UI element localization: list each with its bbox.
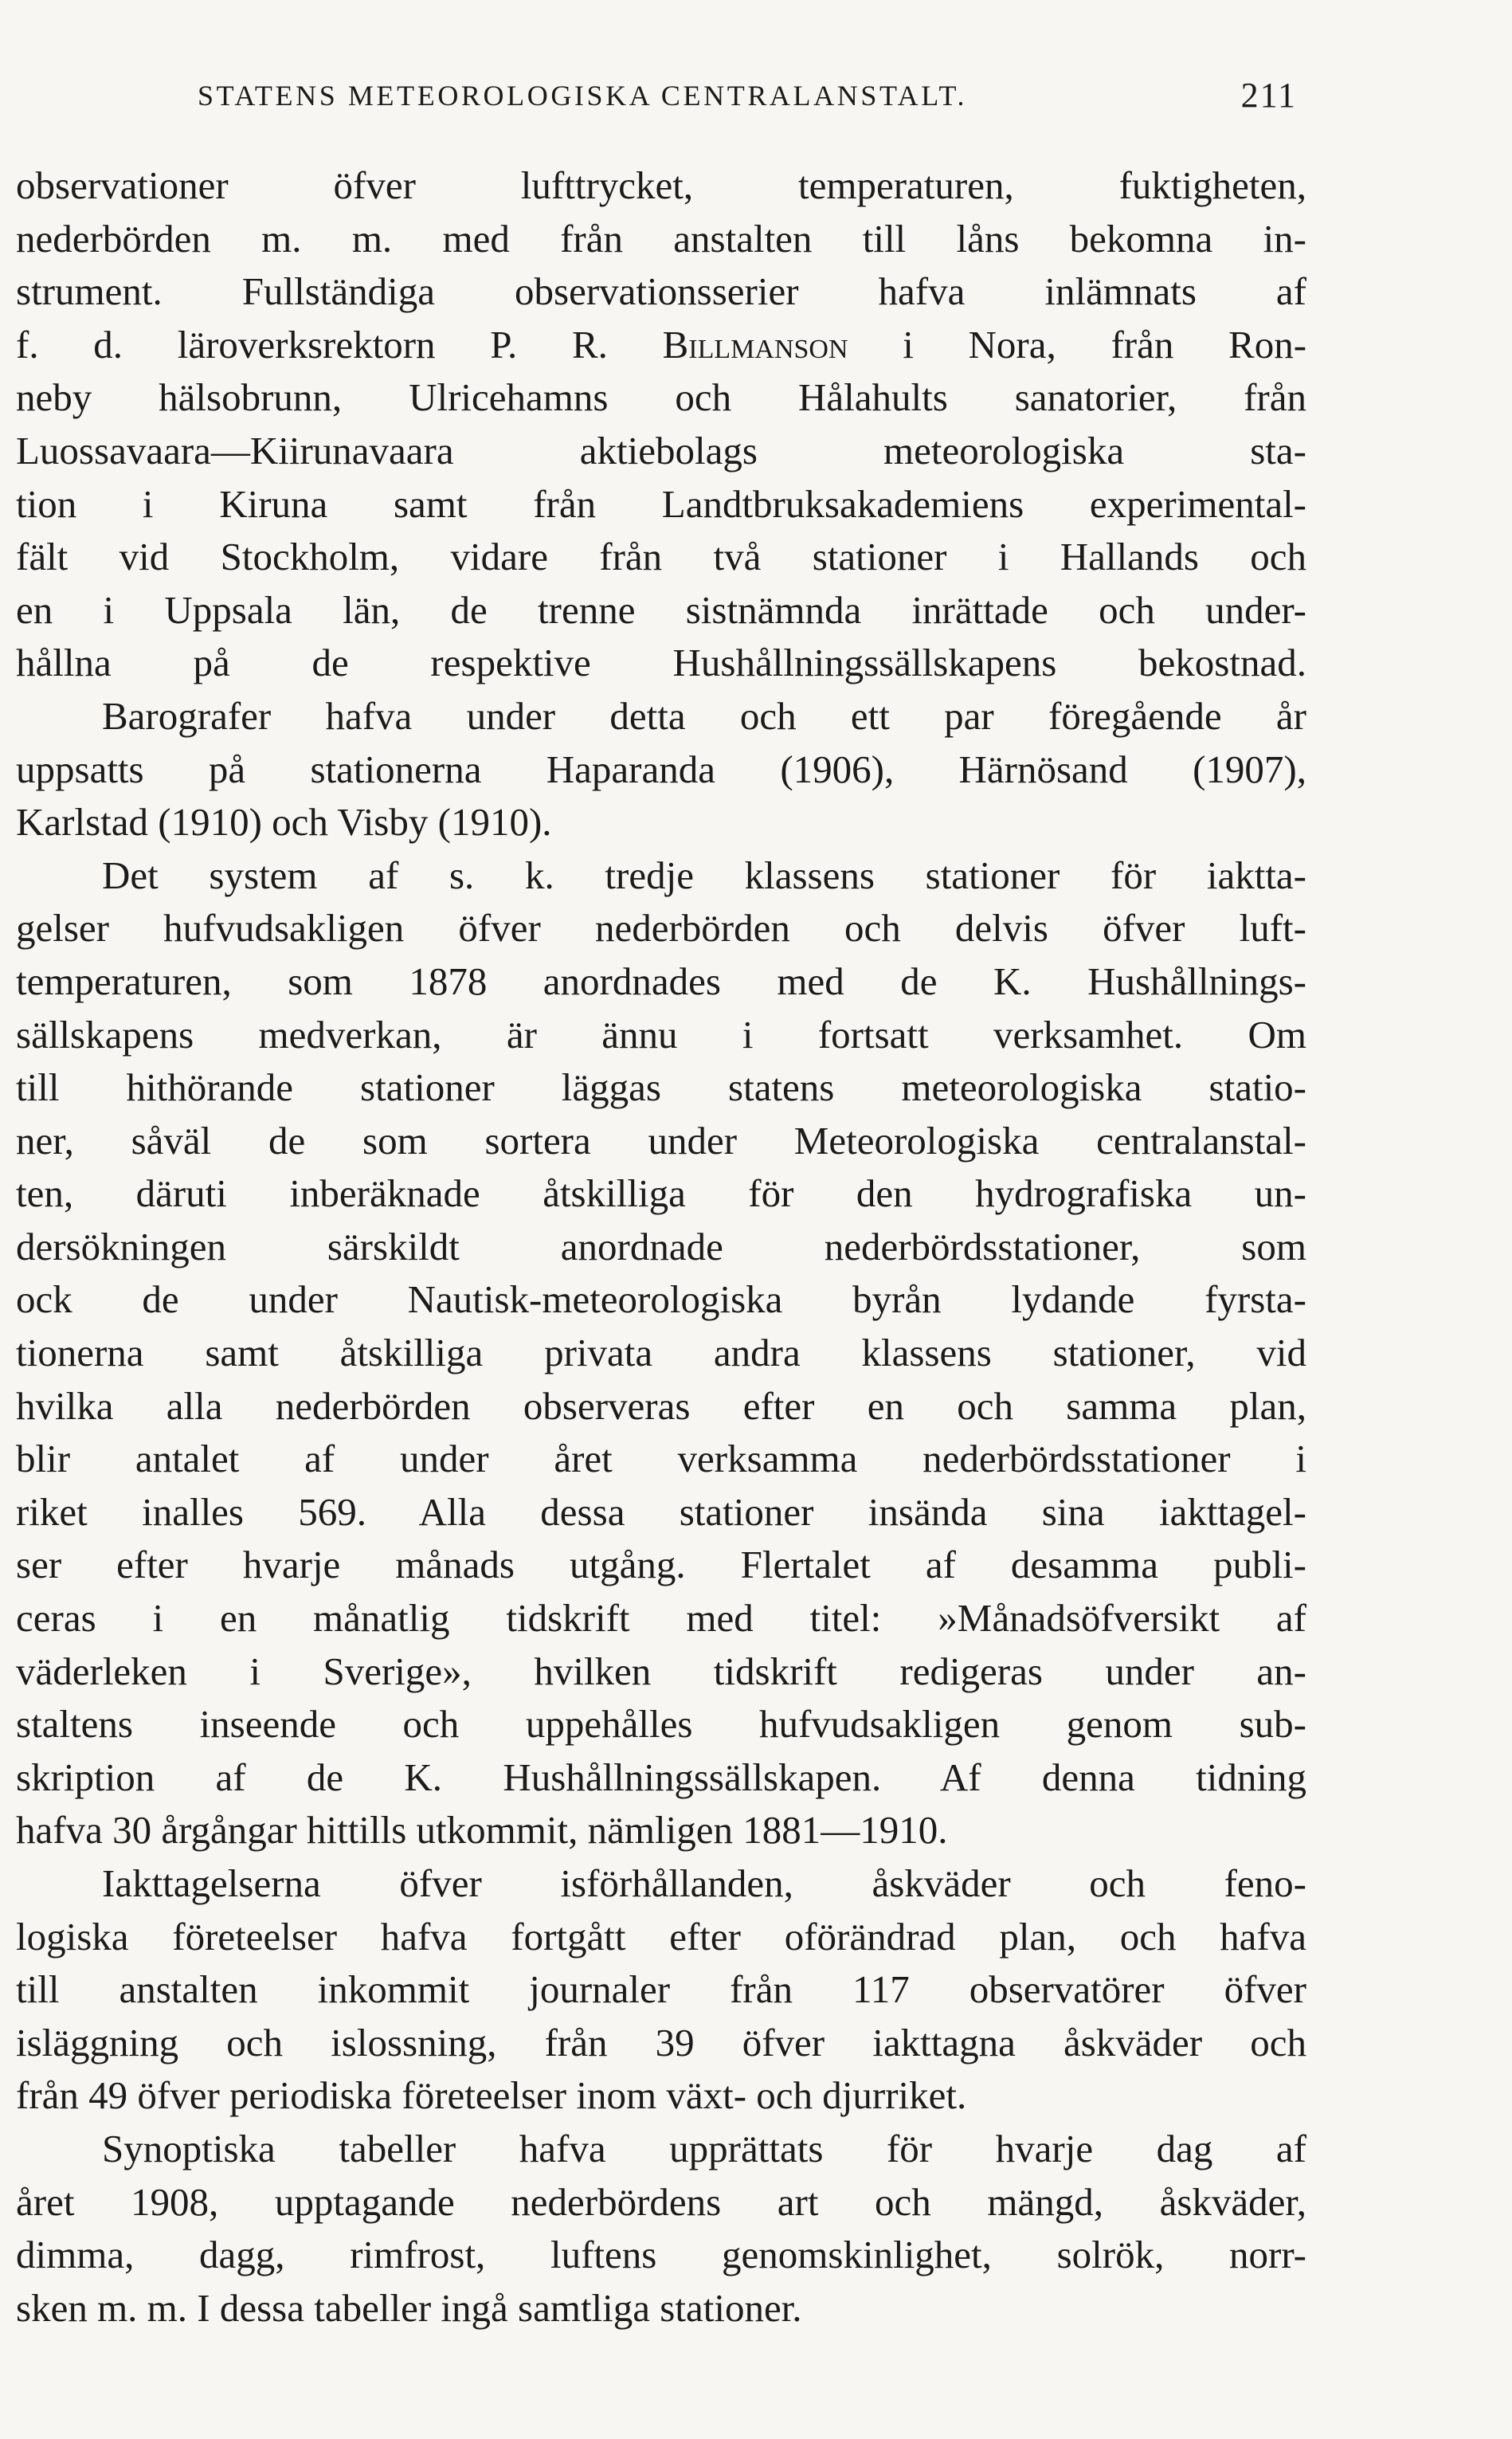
text-line: ner, såväl de som sortera under Meteorologiska centralanstal-	[16, 1118, 1306, 1163]
text-line: ser efter hvarje månads utgång. Flertalet af desamma publi-	[16, 1543, 1306, 1587]
text-line: neby hälsobrunn, Ulricehamns och Hålahults sanatorier, från	[16, 375, 1306, 420]
text-line: uppsatts på stationerna Haparanda (1906), Härnösand (1907),	[16, 747, 1306, 791]
page-header	[198, 70, 1297, 121]
text-line: Luossavaara—Kiirunavaara aktiebolags meteorologiska sta-	[16, 428, 1306, 473]
text-line: sällskapens medverkan, är ännu i fortsatt verksamhet. Om	[16, 1012, 1306, 1057]
text-line: till anstalten inkommit journaler från 117 observatörer öfver	[16, 1967, 1306, 2012]
text-line: dimma, dagg, rimfrost, luftens genomskinlighet, solrök, norr-	[16, 2233, 1306, 2277]
text-line: nederbörden m. m. med från anstalten till låns bekomna in-	[16, 216, 1306, 261]
text-line: hvilka alla nederbörden observeras efter en och samma plan,	[16, 1383, 1306, 1428]
text-line: en i Uppsala län, de trenne sistnämnda inrättade och under-	[16, 587, 1306, 632]
person-name-small-caps: Billmanson	[662, 322, 848, 367]
text-line: riket inalles 569. Alla dessa stationer insända sina iakttagel-	[16, 1489, 1306, 1534]
text-line: strument. Fullständiga observationsserier hafva inlämnats af	[16, 269, 1306, 314]
text-line: skription af de K. Hushållningssällskapen. Af denna tidning	[16, 1755, 1306, 1799]
text-line: tionerna samt åtskilliga privata andra klassens stationer, vid	[16, 1331, 1306, 1375]
text-line: till hithörande stationer läggas statens meteorologiska statio-	[16, 1065, 1306, 1110]
text-line: ceras i en månatlig tidskrift med titel: »Månadsöfversikt af	[16, 1596, 1306, 1641]
body-text	[16, 159, 1306, 2335]
text-line: Karlstad (1910) och Visby (1910).	[16, 800, 552, 845]
text-line: Iakttagelserna öfver isförhållanden, åskväder och feno-	[102, 1861, 1306, 1905]
text-line: från 49 öfver periodiska företeelser inom växt- och djurriket.	[16, 2073, 967, 2118]
text-line: ten, däruti inberäknade åtskilliga för den hydrografiska un-	[16, 1171, 1306, 1216]
text-line: blir antalet af under året verksamma nederbördsstationer i	[16, 1437, 1306, 1481]
text-fragment: i Nora, från Ron-	[903, 322, 1307, 367]
text-line: temperaturen, som 1878 anordnades med de K. Hushållnings-	[16, 959, 1306, 1003]
text-line-with-name	[16, 319, 1306, 372]
text-line: isläggning och islossning, från 39 öfver iakttagna åskväder och	[16, 2020, 1306, 2065]
text-line: dersökningen särskildt anordnade nederbördsstationer, som	[16, 1224, 1306, 1269]
text-line: sken m. m. I dessa tabeller ingå samtliga stationer.	[16, 2285, 802, 2330]
text-line: gelser hufvudsakligen öfver nederbörden och delvis öfver luft-	[16, 906, 1306, 951]
text-line: väderleken i Sverige», hvilken tidskrift redigeras under an-	[16, 1649, 1306, 1693]
text-line: observationer öfver lufttrycket, temperaturen, fuktigheten,	[16, 163, 1306, 207]
text-line: logiska företeelser hafva fortgått efter oförändrad plan, och hafva	[16, 1914, 1306, 1959]
running-head: STATENS METEOROLOGISKA CENTRALANSTALT.	[198, 80, 968, 112]
text-line: hållna på de respektive Hushållningssällskapens bekostnad.	[16, 641, 1306, 685]
text-line: tion i Kiruna samt från Landtbruksakademiens experimental-	[16, 481, 1306, 526]
text-line: ock de under Nautisk-meteorologiska byrån lydande fyrsta-	[16, 1277, 1306, 1322]
text-line: Synoptiska tabeller hafva upprättats för hvarje dag af	[102, 2126, 1306, 2170]
text-line: fält vid Stockholm, vidare från två stationer i Hallands och	[16, 535, 1306, 579]
text-line: året 1908, upptagande nederbördens art och mängd, åskväder,	[16, 2179, 1306, 2224]
text-line: Det system af s. k. tredje klassens stationer för iaktta-	[102, 853, 1306, 897]
text-fragment: f. d. läroverksrektorn P. R.	[16, 322, 608, 367]
text-line: Barografer hafva under detta och ett par föregående år	[102, 693, 1306, 738]
text-line: staltens inseende och uppehålles hufvudsakligen genom sub-	[16, 1702, 1306, 1747]
page-number: 211	[1240, 76, 1297, 115]
text-line: hafva 30 årgångar hittills utkommit, nämligen 1881—1910.	[16, 1808, 948, 1853]
